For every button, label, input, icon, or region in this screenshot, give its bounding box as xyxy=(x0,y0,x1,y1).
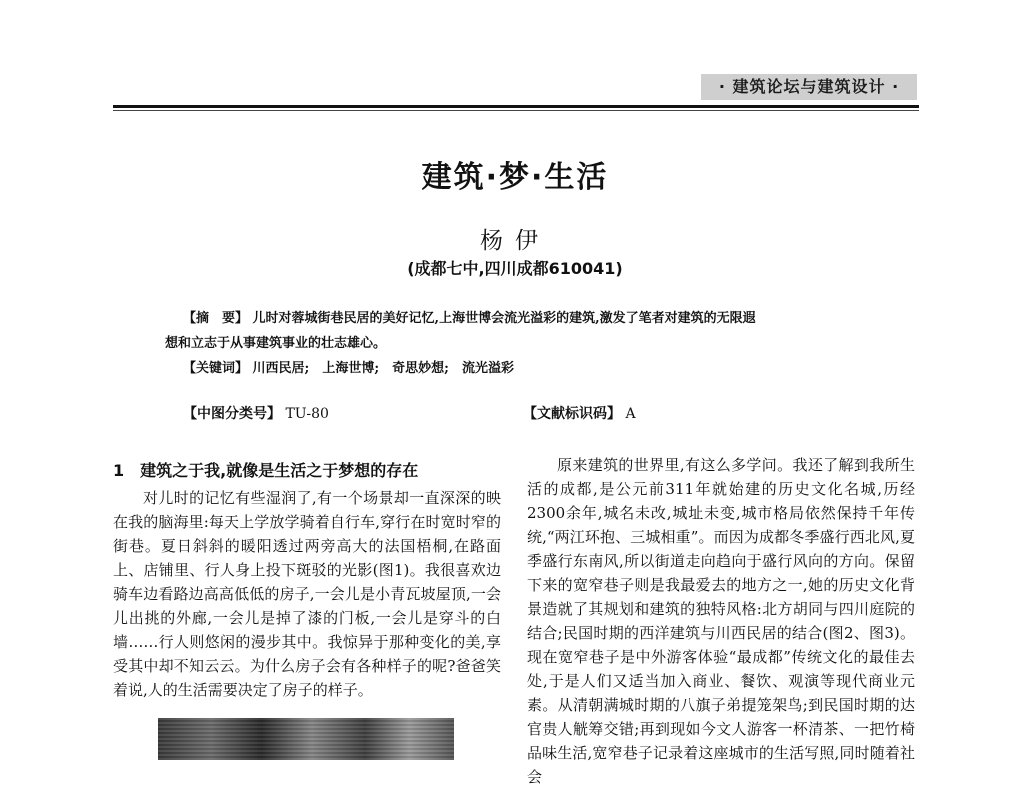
left-column xyxy=(113,486,501,718)
author-affiliation: (成都七中,四川成都610041) xyxy=(407,259,623,278)
keywords-items: 川西民居; 上海世博; 奇思妙想; 流光溢彩 xyxy=(252,361,514,376)
section-tag: · 建筑论坛与建筑设计 · xyxy=(701,74,917,100)
clc-value: TU-80 xyxy=(285,406,329,422)
body-paragraph: 对儿时的记忆有些湿润了,有一个场景却一直深深的映在我的脑海里:每天上学放学骑着自行车,穿行在时宽时窄的街巷。夏日斜斜的暖阳透过两旁高大的法国梧桐,在路面上、店铺里、行人身上投下斑驳的光影(图1)。我很喜欢边骑车边看路边高高低低的房子,一会儿是小青瓦坡屋顶,一会儿出挑的外廊,一会儿是掉了漆的门板,一会儿是穿斗的白墙……行人则悠闲的漫步其中。我惊异于那种变化的美,享受其中却不知云云。为什么房子会有各种样子的呢?爸爸笑着说,人的生活需要决定了房子的样子。 xyxy=(113,489,501,699)
author-name: 杨伊 xyxy=(480,228,550,254)
keywords-line xyxy=(183,357,514,376)
clc-label: 【中图分类号】 xyxy=(183,406,281,422)
article-title: 建筑·梦·生活 xyxy=(421,160,609,195)
header-rule-thin xyxy=(113,110,919,111)
abstract-text-2: 想和立志于从事建筑事业的壮志雄心。 xyxy=(165,336,387,351)
abstract-text-1: 儿时对蓉城街巷民居的美好记忆,上海世博会流光溢彩的建筑,激发了笔者对建筑的无限遐 xyxy=(252,311,756,326)
header-rule xyxy=(113,105,919,108)
abstract-line-1 xyxy=(183,307,756,326)
figure-photo xyxy=(158,718,454,760)
doc-code-line xyxy=(523,403,636,423)
doc-code-value: A xyxy=(625,406,636,422)
keywords-label: 【关键词】 xyxy=(183,361,249,376)
body-paragraph: 原来建筑的世界里,有这么多学问。我还了解到我所生活的成都,是公元前311年就始建的历史文化名城,历经2300余年,城名未改,城址未变,城市格局依然保持千年传统,“两江环抱、三城相重”。而因为成都冬季盛行西北风,夏季盛行东南风,所以街道走向趋向于盛行风向的方向。保留下来的宽窄巷子则是我最爱去的地方之一,她的历史文化背景造就了其规划和建筑的独特风格:北方胡同与四川庭院的结合;民国时期的西洋建筑与川西民居的结合(图2、图3)。现在宽窄巷子是中外游客体验“最成都”传统文化的最佳去处,于是人们又适当加入商业、餐饮、观演等现代商业元素。从清朝满城时期的八旗子弟提笼架鸟;到民国时期的达官贵人觥筹交错;再到现如今文人游客一杯清茶、一把竹椅品味生活,宽窄巷子记录着这座城市的生活写照,同时随着社会 xyxy=(527,456,915,786)
right-column xyxy=(527,453,915,786)
section-heading: 1 建筑之于我,就像是生活之于梦想的存在 xyxy=(113,461,419,480)
doc-code-label: 【文献标识码】 xyxy=(523,406,621,422)
clc-line xyxy=(183,403,329,423)
abstract-line-2 xyxy=(165,332,386,351)
abstract-label: 【摘 要】 xyxy=(183,311,249,326)
